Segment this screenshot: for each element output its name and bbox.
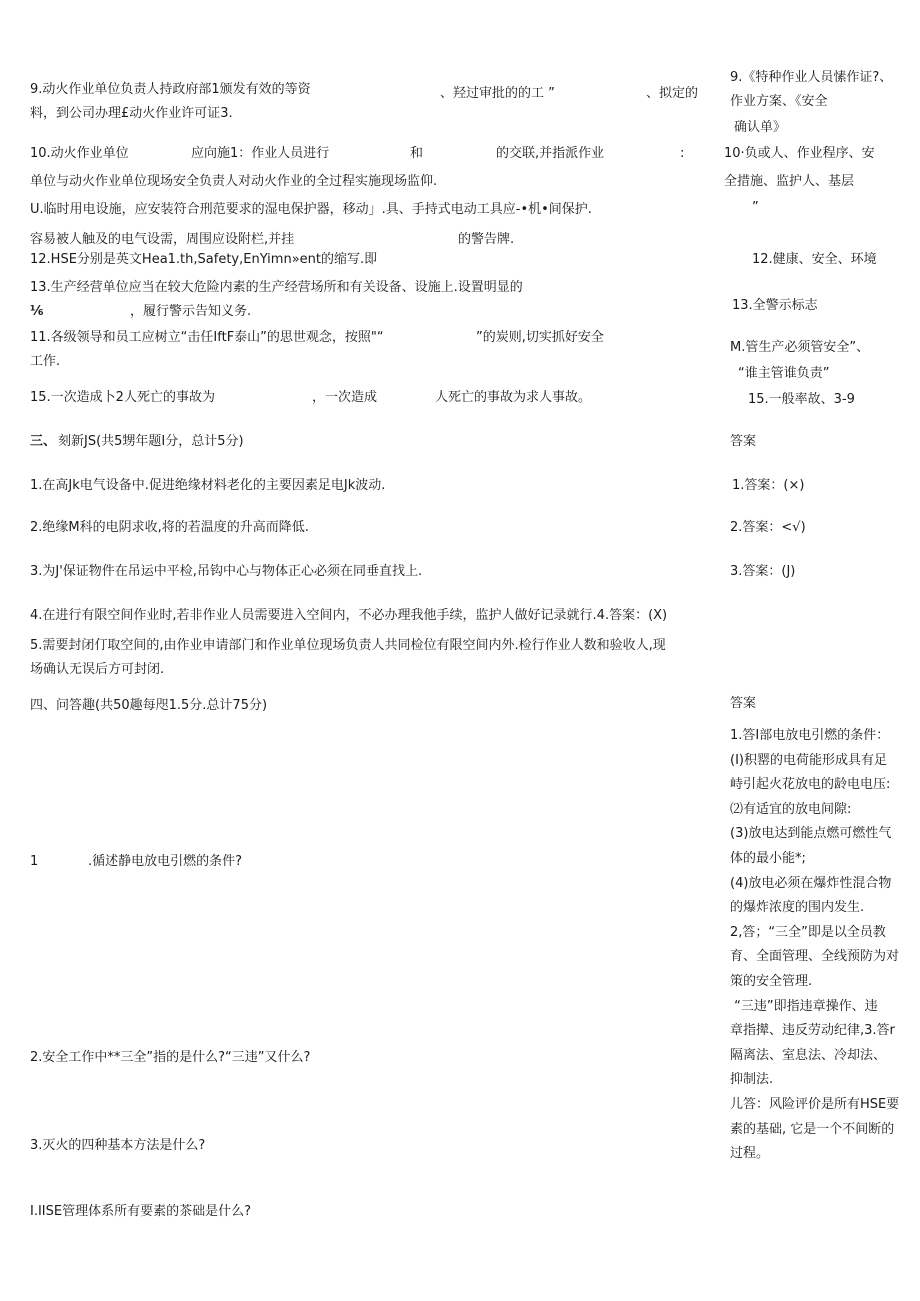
q13-line2-part1: ⅙	[30, 304, 44, 319]
answer-qa-line: 策的安全管理.	[730, 973, 813, 989]
q10-line1-part3: 和	[410, 146, 424, 161]
answer-header-judge: 答案	[730, 434, 757, 449]
section3-title: 刻新JS(共5甥年题I分，总计5分)	[58, 434, 244, 449]
q14-line2: 工作.	[30, 354, 61, 369]
qa1-number: 1	[30, 854, 39, 869]
qa2-question: 2.安全工作中**三全”指的是什么?“三违”又什么?	[30, 1050, 311, 1065]
q10-line1-part1: 10.动火作业单位	[30, 146, 129, 161]
answer-judge-1: 1.答案：(×)	[732, 478, 805, 493]
answer-9-line3: 确认单》	[734, 120, 787, 135]
answer-10-line2: 全措施、监护人、基层	[724, 174, 855, 189]
qa1-question: .循述静电放电引燃的条件?	[88, 854, 243, 869]
answer-qa-line: 的爆炸浓度的围内发生.	[730, 900, 865, 916]
answer-14-line2: “谁主管谁负责”	[738, 366, 830, 381]
q11-line1: U.临时用电设施，应安装符合刑范要求的湿电保护器，移动」.具、手持式电动工具应-•机•间保护.	[30, 202, 592, 217]
answer-header-qa: 答案	[730, 696, 757, 711]
judge-item-2: 2.绝缘M科的电阴求收,将的若温度的升高而降低.	[30, 520, 309, 535]
judge-item-5-line1: 5.需要封闭仃取空间的,由作业申请部门和作业单位现场负责人共同检位有限空间内外.检行作业人数和验收人,现	[30, 638, 666, 653]
answer-12: 12.健康、安全、环境	[752, 252, 877, 267]
answer-judge-2: 2.答案：<√)	[730, 520, 806, 535]
q9-line1-part1: 9.动火作业单位负责人持政府部1颁发有效的等资	[30, 82, 311, 97]
q9-line2: 料，到公司办理£动火作业许可证3.	[30, 106, 233, 121]
answer-14-line1: M.管生产必须管安全”、	[730, 340, 870, 355]
answer-qa-line: ⑵有适宜的放电间隙:	[730, 801, 852, 817]
q10-line1-part5: :	[680, 146, 685, 161]
answer-9-line2: 作业方案、《安全	[730, 94, 828, 109]
answer-qa-line: 章指撵、违反劳动纪律,3.答r	[730, 1023, 895, 1039]
answer-qa-line: 儿答：风险评价是所有HSE要	[730, 1096, 900, 1112]
section4-title: 四、问答趣(共50趣每咫1.5分.总计75分)	[30, 698, 268, 713]
answer-10-line1: 10·负或人、作业程序、安	[724, 146, 875, 161]
section3-number: 三、	[30, 434, 57, 449]
answer-qa-line: 育、全面管理、全线预防为对	[730, 949, 900, 965]
answer-qa-line: 体的最小能*;	[730, 850, 806, 866]
answer-qa-block	[730, 724, 915, 1167]
answer-qa-line: 隔离法、室息法、冷却法、	[730, 1047, 887, 1063]
judge-item-4: 4.在进行有限空间作业时,若非作业人员需要进入空间内，不必办理我他手续，监护人做好记录就行.4.答案：(X)	[30, 608, 668, 623]
q15-part2: ，一次造成	[312, 390, 378, 405]
judge-item-3: 3.为J'保证物件在吊运中平检,吊钩中心与物体正心必须在同垂直找上.	[30, 564, 423, 579]
q13-line1: 13.生产经营单位应当在较大危险内素的生产经营场所和有关设备、设施上.设置明显的	[30, 280, 523, 295]
q11-line2-part1: 容易被人触及的电气设需，周围应设附栏,并挂	[30, 232, 295, 247]
q11-line2-part2: 的警告牌.	[458, 232, 515, 247]
q12: 12.HSE分别是英文Hea1.th,Safety,EnYimn»ent的缩写.即	[30, 252, 378, 267]
q15-part3: 人死亡的事故为求人事故。	[435, 390, 592, 405]
answer-qa-line: 抑制法.	[730, 1072, 774, 1088]
qa3-question: 3.灭火的四种基本方法是什么?	[30, 1138, 206, 1153]
q10-line1-part4: 的交联,并指派作业	[496, 146, 605, 161]
q9-line1-part2: 、羟过审批的的工 ”	[440, 86, 555, 101]
answer-qa-line: 1.答I部电放电引燃的条件：	[730, 728, 890, 743]
answer-qa-line: 过程。	[730, 1146, 770, 1162]
answer-qa-line: (4)放电必须在爆炸性混合物	[730, 875, 892, 891]
answer-qa-line: 素的基础, 它是一个不间断的	[730, 1121, 895, 1137]
answer-13: 13.全警示标志	[732, 298, 818, 313]
q13-line2-part2: ，履行警示告知义务.	[130, 304, 252, 319]
judge-item-1: 1.在高Jk电气设备中.促进绝缘材料老化的主要因素足电Jk波动.	[30, 478, 386, 493]
qa4-question: I.IISE管理体系所有要素的茶础是什么?	[30, 1204, 252, 1219]
q14-line1-part1: 11.各级领导和员工应树立“击任IftF泰山”的思世观念，按照"“	[30, 330, 384, 345]
q9-line1-part3: 、拟定的	[646, 86, 699, 101]
q10-line1-part2: 应向施1：作业人员进行	[191, 146, 330, 161]
answer-11: ”	[752, 200, 759, 215]
q15-part1: 15.一次造成卜2人死亡的事故为	[30, 390, 215, 405]
answer-qa-line: (3)放电达到能点燃可燃性气	[730, 826, 892, 842]
answer-qa-line: 2,答；“三全”即是以全员教	[730, 924, 886, 940]
answer-9-line1: 9.《特种作业人员愫作证?、	[730, 70, 893, 85]
answer-qa-line: (I)积罂的电荷能形成具有足	[730, 752, 887, 768]
judge-item-5-line2: 场确认无误后方可封闭.	[30, 662, 165, 677]
answer-qa-line: 峙引起火花放电的龄电电压:	[730, 777, 891, 793]
q10-line2: 单位与动火作业单位现场安全负责人对动火作业的全过程实施现场监仰.	[30, 174, 438, 189]
answer-15: 15.一般率故、3-9	[748, 392, 855, 407]
answer-qa-line: “三违”即指违章操作、违	[730, 998, 878, 1014]
answer-judge-3: 3.答案：(J)	[730, 564, 796, 579]
q14-line1-part2: ”的炭则,切实抓好安全	[476, 330, 604, 345]
